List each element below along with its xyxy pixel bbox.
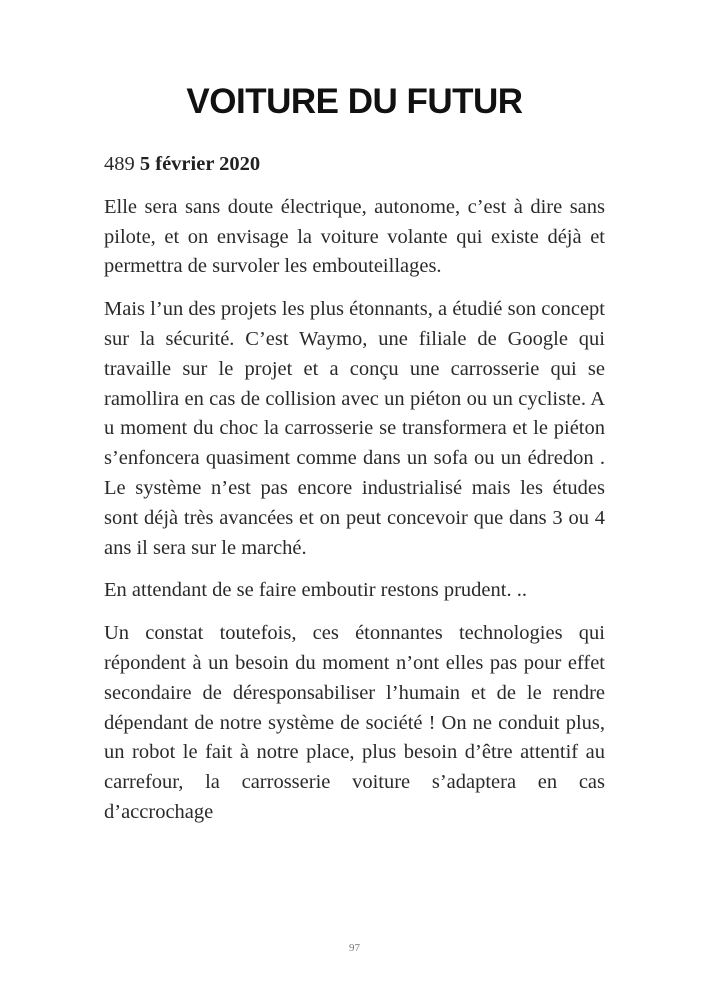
entry-header [104, 150, 605, 180]
body-text [104, 150, 605, 841]
entry-number: 489 [104, 153, 135, 175]
page-title: VOITURE DU FUTUR [186, 82, 523, 121]
paragraph-4: Un constat toutefois, ces étonnantes technologies qui répondent à un besoin du moment n’ont elles pas pour effet secondaire de déresponsabiliser l’humain et de le rendre dépendant de notre système de société ! On ne conduit plus, un robot le fait à notre place, plus besoin d’être attentif au carrefour, la carrosserie voiture s’adaptera en cas d’accrochage [104, 622, 605, 823]
paragraph-3: En attendant de se faire emboutir restons prudent. .. [104, 579, 527, 602]
paragraph-2: Mais l’un des projets les plus étonnants, a étudié son concept sur la sécurité. C’est Waymo, une filiale de Google qui travaille sur le projet et a conçu une carrosserie qui se ramollira en cas de collision avec un piéton ou un cycliste. A u moment du choc la carrosserie se transformera et le piéton s’enfoncera quasiment comme dans un sofa ou un édredon . Le système n’est pas encore industrialisé mais les études sont déjà très avancées et on peut concevoir que dans 3 ou 4 ans il sera sur le marché. [104, 298, 605, 559]
page-number: 97 [349, 942, 360, 954]
paragraph-1: Elle sera sans doute électrique, autonome, c’est à dire sans pilote, et on envisage la voiture volante qui existe déjà et permettra de survoler les embouteillages. [104, 195, 605, 278]
entry-date: 5 février 2020 [139, 153, 261, 175]
